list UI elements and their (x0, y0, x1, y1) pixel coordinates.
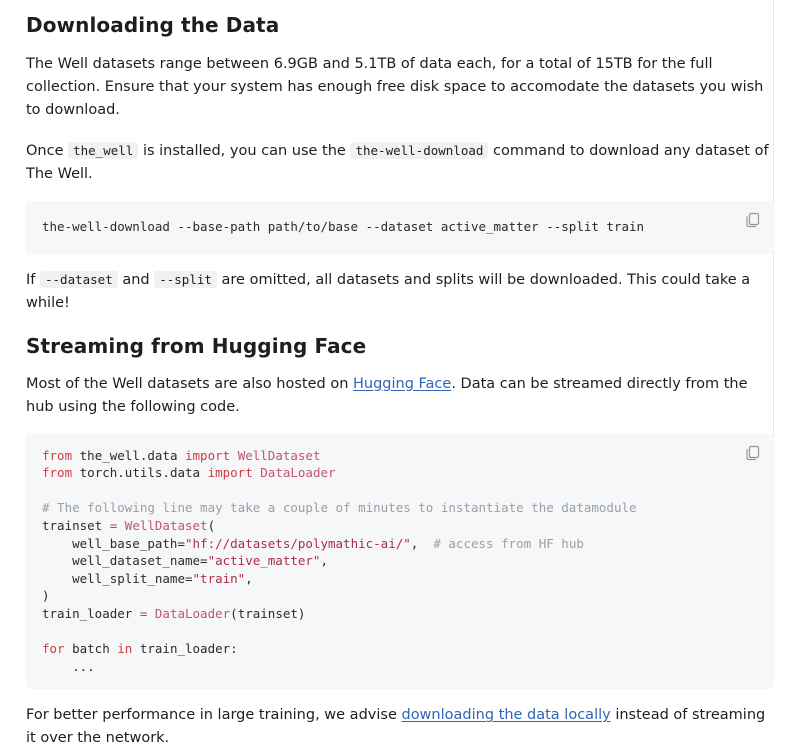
omitted-flags-mid: and (122, 271, 150, 288)
copy-icon[interactable] (744, 211, 762, 229)
code-block-streaming-example (26, 434, 774, 690)
performance-note-pre: For better performance in large training, we advise (26, 707, 397, 724)
paragraph-install-usage (26, 122, 774, 186)
inline-code-the-well-download: the-well-download (350, 142, 488, 159)
paragraph-streaming-intro (26, 359, 774, 419)
page-title-downloading: Downloading the Data (26, 13, 280, 37)
install-usage-post: command to download any dataset of The Well. (26, 143, 769, 182)
omitted-flags-post: are omitted, all datasets and splits will be downloaded. This could take a while! (26, 271, 751, 311)
paragraph-omitted-flags (26, 254, 774, 315)
inline-code-split-flag: --split (154, 271, 217, 288)
page-title-streaming: Streaming from Hugging Face (26, 333, 367, 358)
code-block-download-command (26, 201, 774, 254)
performance-note-post: instead of streaming it over the network. (26, 707, 766, 747)
streaming-intro-post: . Data can be streamed directly from the hub using the following code. (26, 375, 748, 415)
code-streaming-example: from the_well.data import WellDataset from torch.utils.data import DataLoader # The following line may take a couple of minutes to instantiate the datamodule trainset = WellDataset( well_base_path="hf://datasets/polymathic-ai/", # access from HF hub well_dataset_name="active_matter", well_split_name="train", ) train_loader = DataLoader(trainset) for batch in train_loader: ... (42, 447, 637, 674)
install-usage-pre: Once (26, 143, 64, 159)
paragraph-dataset-sizes (26, 38, 774, 122)
install-usage-mid: is installed, you can use the (142, 143, 346, 159)
inline-code-the-well: the_well (68, 142, 138, 159)
omitted-flags-pre: If (26, 271, 36, 288)
streaming-intro-pre: Most of the Well datasets are also hosted on (26, 375, 349, 392)
inline-code-dataset-flag: --dataset (40, 271, 118, 288)
paragraph-dataset-sizes-text: The Well datasets range between 6.9GB and 5.1TB of data each, for a total of 15TB for the full collection. Ensure that your system has enough free disk space to accomodate the datasets you wish to download. (26, 56, 764, 118)
link-download-locally[interactable]: downloading the data locally (401, 707, 611, 724)
copy-icon[interactable] (744, 444, 762, 462)
link-hugging-face[interactable]: Hugging Face (353, 375, 452, 392)
paragraph-performance-note (26, 689, 774, 750)
code-download-command: the-well-download --base-path path/to/base --dataset active_matter --split train (42, 219, 645, 234)
